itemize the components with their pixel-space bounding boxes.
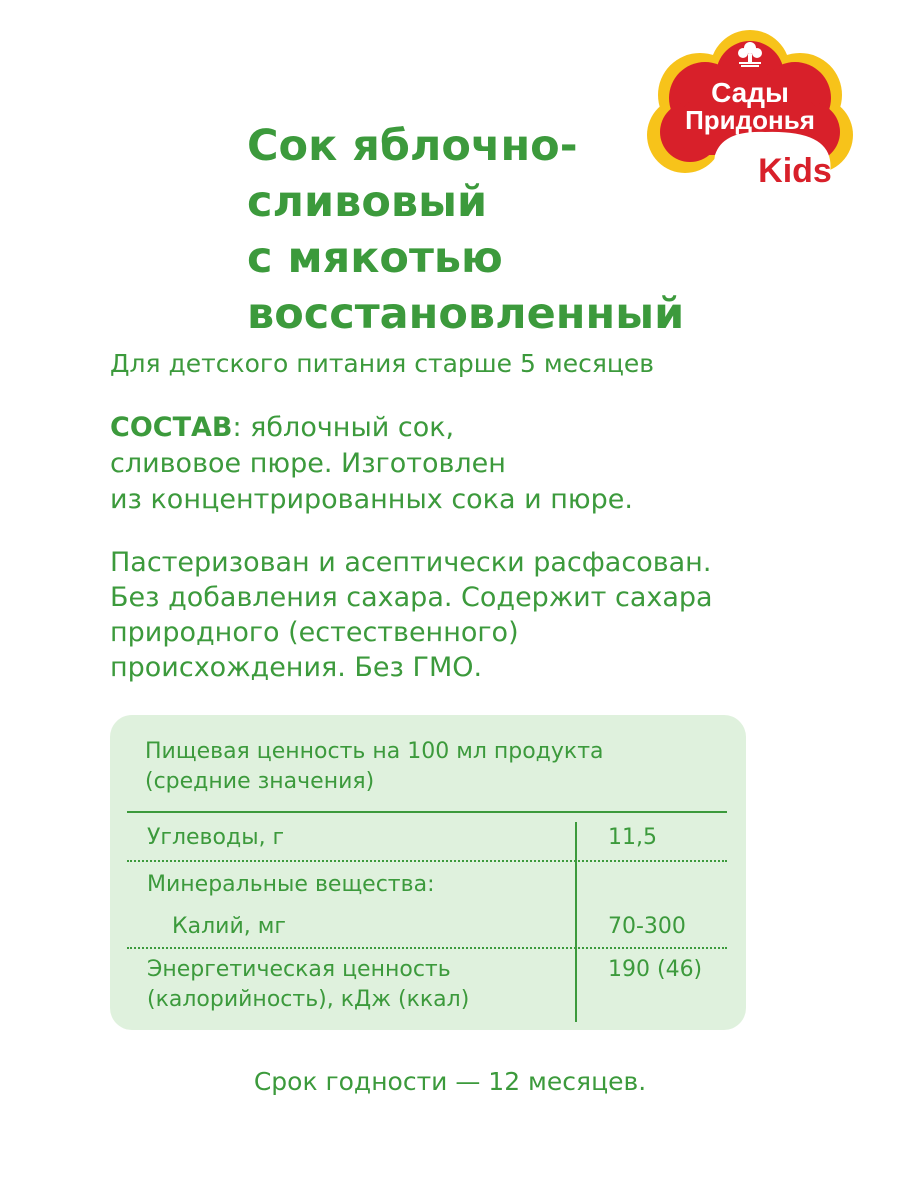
processing-block xyxy=(110,545,830,685)
processing-line-3: природного (естественного) xyxy=(110,617,519,648)
row-minerals-label: Минеральные вещества: xyxy=(147,872,435,897)
product-title xyxy=(247,118,684,342)
row-potassium-value: 70-300 xyxy=(608,914,686,939)
title-line-2: сливовый xyxy=(247,177,488,227)
processing-line-4: происхождения. Без ГМО. xyxy=(110,652,483,683)
column-divider xyxy=(575,822,577,1022)
composition-block xyxy=(110,410,810,518)
composition-line-3: из концентрированных сока и пюре. xyxy=(110,484,633,515)
processing-line-2: Без добавления сахара. Содержит сахара xyxy=(110,582,713,613)
row-carbs-label: Углеводы, г xyxy=(147,825,285,850)
row-carbs-value: 11,5 xyxy=(608,825,657,850)
title-line-3: с мякотью xyxy=(247,233,503,283)
composition-line-1: : яблочный сок, xyxy=(232,412,455,443)
title-line-4: восстановленный xyxy=(247,289,685,339)
logo-line2: Придонья xyxy=(685,105,815,135)
row-energy-label xyxy=(147,955,469,1015)
row-potassium-label: Калий, мг xyxy=(172,914,286,939)
header-divider xyxy=(127,811,727,813)
nutrition-heading-line-1: Пищевая ценность на 100 мл продукта xyxy=(145,739,604,764)
age-note: Для детского питания старше 5 месяцев xyxy=(110,349,655,378)
row-divider xyxy=(127,860,727,862)
logo-kids: Kids xyxy=(758,152,832,190)
title-line-1: Сок яблочно- xyxy=(247,121,578,171)
shelf-life: Срок годности — 12 месяцев. xyxy=(253,1067,647,1096)
nutrition-panel xyxy=(110,715,746,1030)
row-energy-label-line-2: (калорийность), кДж (ккал) xyxy=(147,987,470,1012)
svg-text:Kids xyxy=(758,152,832,190)
processing-line-1: Пастеризован и асептически расфасован. xyxy=(110,547,712,578)
row-divider xyxy=(127,947,727,949)
nutrition-heading-line-2: (средние значения) xyxy=(145,769,375,794)
composition-label: СОСТАВ xyxy=(110,412,233,443)
row-energy-label-line-1: Энергетическая ценность xyxy=(147,957,451,982)
row-energy-value: 190 (46) xyxy=(608,957,703,982)
composition-line-2: сливовое пюре. Изготовлен xyxy=(110,448,506,479)
logo-line1: Сады xyxy=(711,77,789,108)
nutrition-heading xyxy=(145,737,604,797)
